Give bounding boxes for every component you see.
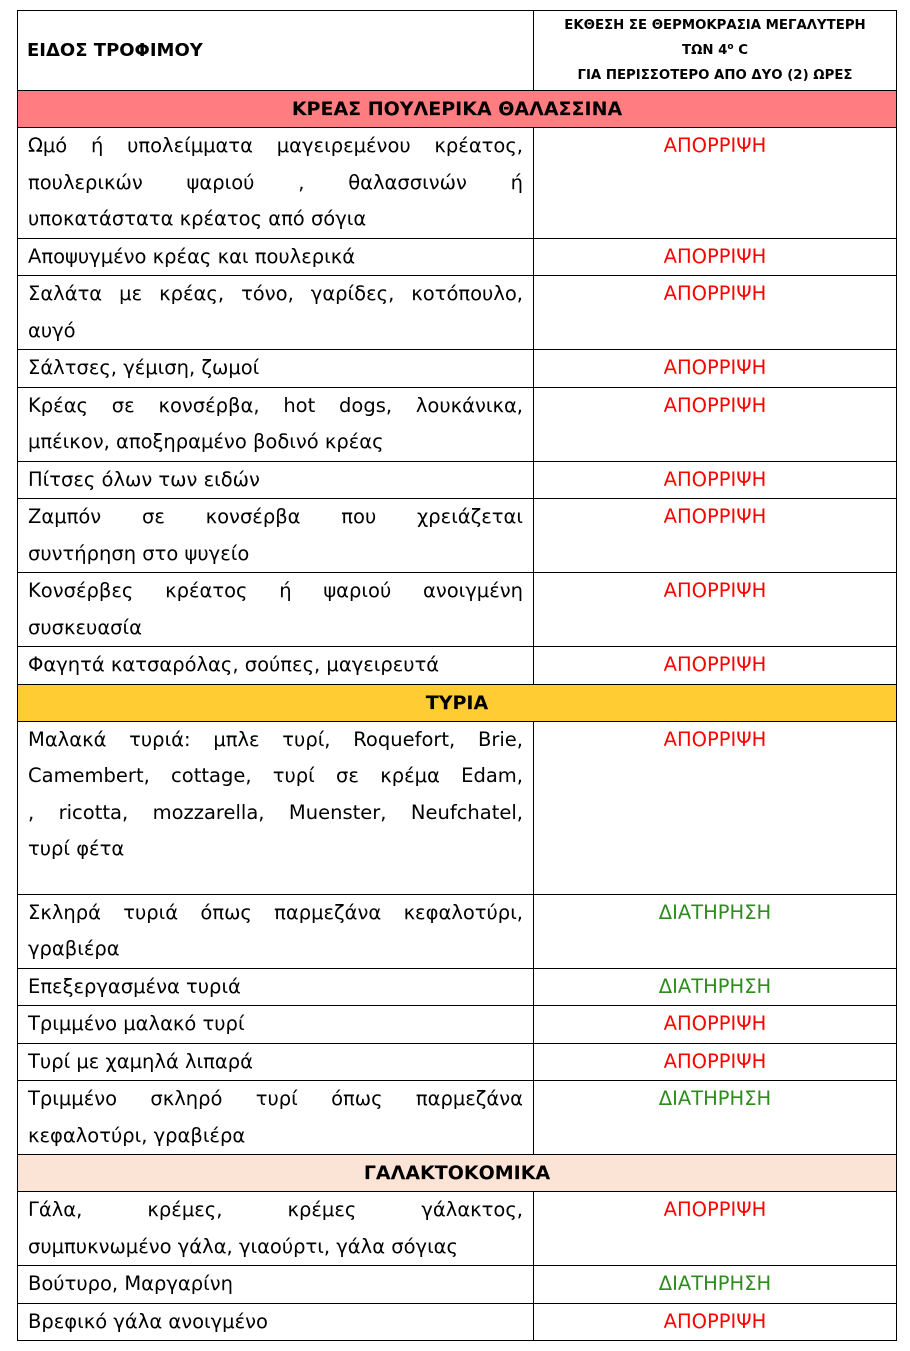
condition-header <box>534 11 897 91</box>
food-item-line: Επεξεργασμένα τυριά <box>28 974 241 998</box>
action-discard: ΑΠΟΡΡΙΨΗ <box>534 1192 897 1266</box>
food-item-line: Πίτσες όλων των ειδών <box>28 467 260 491</box>
table-row <box>18 128 897 239</box>
food-item <box>18 894 534 968</box>
table-row <box>18 1303 897 1341</box>
food-item <box>18 461 534 499</box>
food-item <box>18 721 534 894</box>
table-row <box>18 1192 897 1266</box>
table-row <box>18 1006 897 1044</box>
action-keep: ΔΙΑΤΗΡΗΣΗ <box>534 1081 897 1155</box>
food-item-line: Αποψυγμένο κρέας και πουλερικά <box>28 244 356 268</box>
food-item-line: πουλερικών ψαριού , θαλασσινών ή <box>28 170 523 194</box>
food-item-line: Βούτυρο, Μαργαρίνη <box>28 1272 233 1295</box>
food-item-line: Σαλάτα με κρέας, τόνο, γαρίδες, κοτόπουλο, <box>28 282 523 305</box>
food-item-line: Τριμμένο σκληρό τυρί όπως παρμεζάνα <box>28 1087 523 1110</box>
table-row <box>18 276 897 350</box>
table-row <box>18 499 897 573</box>
food-item-line: Τυρί με χαμηλά λιπαρά <box>28 1049 253 1073</box>
food-item-line: αυγό <box>28 318 76 342</box>
food-item-line: Βρεφικό γάλα ανοιγμένο <box>28 1309 268 1333</box>
action-discard: ΑΠΟΡΡΙΨΗ <box>534 128 897 239</box>
food-item-line: μπέικον, αποξηραμένο βοδινό κρέας <box>28 430 384 453</box>
food-item-line: Φαγητά κατσαρόλας, σούπες, μαγειρευτά <box>28 653 440 676</box>
food-type-header: ΕΙΔΟΣ ΤΡΟΦΙΜΟΥ <box>18 11 534 91</box>
action-discard: ΑΠΟΡΡΙΨΗ <box>534 721 897 894</box>
food-item-line: κεφαλοτύρι, γραβιέρα <box>28 1123 246 1147</box>
food-item-line: Κρέας σε κονσέρβα, hot dogs, λουκάνικα, <box>28 393 523 417</box>
table-row <box>18 461 897 499</box>
section-title: ΚΡΕΑΣ ΠΟΥΛΕΡΙΚΑ ΘΑΛΑΣΣΙΝΑ <box>18 91 897 128</box>
food-item-line: Σκληρά τυριά όπως παρμεζάνα κεφαλοτύρι, <box>28 900 523 924</box>
table-row <box>18 1081 897 1155</box>
food-item <box>18 276 534 350</box>
food-item <box>18 1303 534 1341</box>
table-row <box>18 387 897 461</box>
food-item <box>18 238 534 276</box>
food-item <box>18 387 534 461</box>
action-discard: ΑΠΟΡΡΙΨΗ <box>534 461 897 499</box>
food-item-line: Μαλακά τυριά: μπλε τυρί, Roquefort, Brie, <box>28 727 523 751</box>
food-item-line: υποκατάστατα κρέατος από σόγια <box>28 207 367 230</box>
degree-sign: ο <box>727 42 734 52</box>
action-discard: ΑΠΟΡΡΙΨΗ <box>534 350 897 388</box>
food-item <box>18 1081 534 1155</box>
food-item-line: , ricotta, mozzarella, Muenster, Neufchatel, <box>28 800 523 824</box>
food-item-line: Σάλτσες, γέμιση, ζωμοί <box>28 356 260 379</box>
action-discard: ΑΠΟΡΡΙΨΗ <box>534 387 897 461</box>
condition-line-2: ΤΩΝ $4^o$ C <box>682 42 748 58</box>
condition-line-1: ΕΚΘΕΣΗ ΣΕ ΘΕΡΜΟΚΡΑΣΙΑ ΜΕΓΑΛΥΤΕΡΗ <box>564 18 866 33</box>
food-item <box>18 499 534 573</box>
food-safety-table <box>17 10 897 1341</box>
action-discard: ΑΠΟΡΡΙΨΗ <box>534 647 897 685</box>
food-item <box>18 1006 534 1044</box>
food-item <box>18 128 534 239</box>
food-item-line: γραβιέρα <box>28 937 120 960</box>
table-row <box>18 647 897 685</box>
section-dairy <box>18 1155 897 1192</box>
header-row <box>18 11 897 91</box>
table-row <box>18 1266 897 1304</box>
food-item <box>18 647 534 685</box>
action-discard: ΑΠΟΡΡΙΨΗ <box>534 573 897 647</box>
section-title: ΤΥΡΙΑ <box>18 684 897 721</box>
action-keep: ΔΙΑΤΗΡΗΣΗ <box>534 968 897 1006</box>
food-item <box>18 1043 534 1081</box>
table-row <box>18 238 897 276</box>
food-item-line: Τριμμένο μαλακό τυρί <box>28 1012 245 1035</box>
table-row <box>18 721 897 894</box>
table-row <box>18 968 897 1006</box>
food-item-line: Camembert, cottage, τυρί σε κρέμα Edam, <box>28 764 523 787</box>
food-item <box>18 1266 534 1304</box>
action-discard: ΑΠΟΡΡΙΨΗ <box>534 238 897 276</box>
section-cheeses <box>18 684 897 721</box>
food-item-line: Γάλα, κρέμες, κρέμες γάλακτος, <box>28 1198 523 1221</box>
section-title: ΓΑΛΑΚΤΟΚΟΜΙΚΑ <box>18 1155 897 1192</box>
food-item-line: τυρί φέτα <box>28 837 125 860</box>
food-item-line: Ζαμπόν σε κονσέρβα που χρειάζεται <box>28 505 523 528</box>
food-item <box>18 350 534 388</box>
food-item <box>18 573 534 647</box>
table-row <box>18 573 897 647</box>
food-item-line: Ωμό ή υπολείμματα μαγειρεμένου κρέατος, <box>28 134 523 157</box>
action-discard: ΑΠΟΡΡΙΨΗ <box>534 1043 897 1081</box>
food-item-line: συσκευασία <box>28 615 142 639</box>
table-row <box>18 1043 897 1081</box>
food-item <box>18 968 534 1006</box>
action-keep: ΔΙΑΤΗΡΗΣΗ <box>534 894 897 968</box>
table-row <box>18 894 897 968</box>
food-item <box>18 1192 534 1266</box>
section-meat-poultry-seafood <box>18 91 897 128</box>
action-keep: ΔΙΑΤΗΡΗΣΗ <box>534 1266 897 1304</box>
food-item-line: συμπυκνωμένο γάλα, γιαούρτι, γάλα σόγιας <box>28 1234 458 1258</box>
food-item-line: Κονσέρβες κρέατος ή ψαριού ανοιγμένη <box>28 579 523 602</box>
action-discard: ΑΠΟΡΡΙΨΗ <box>534 499 897 573</box>
table-row <box>18 350 897 388</box>
action-discard: ΑΠΟΡΡΙΨΗ <box>534 1006 897 1044</box>
condition-line-3: ΓΙΑ ΠΕΡΙΣΣΟΤΕΡΟ ΑΠΟ ΔΥΟ (2) ΩΡΕΣ <box>577 68 853 83</box>
action-discard: ΑΠΟΡΡΙΨΗ <box>534 276 897 350</box>
action-discard: ΑΠΟΡΡΙΨΗ <box>534 1303 897 1341</box>
food-item-line: συντήρηση στο ψυγείο <box>28 541 250 565</box>
